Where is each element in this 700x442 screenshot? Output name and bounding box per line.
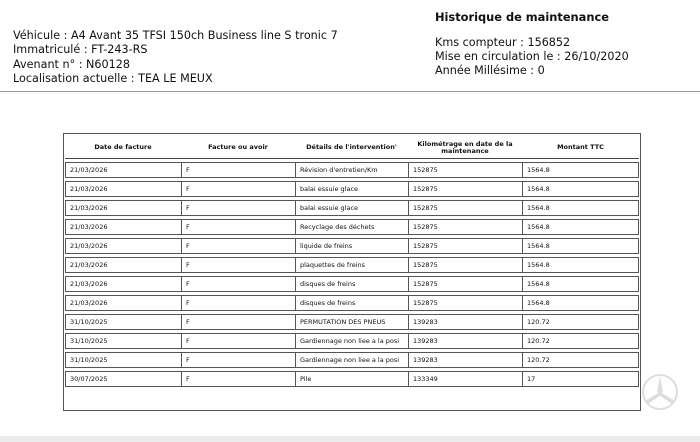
table-row bbox=[65, 371, 639, 387]
cell-amount: 17 bbox=[522, 371, 639, 387]
cell-amount: 120.72 bbox=[522, 333, 639, 349]
cell-intervention-details: Recyclage des déchets bbox=[295, 219, 408, 235]
cell-amount: 1564.8 bbox=[522, 276, 639, 292]
cell-intervention-details: balai essuie glace bbox=[295, 200, 408, 216]
odometer-reading: Kms compteur : 156852 bbox=[435, 36, 571, 49]
cell-invoice-type: F bbox=[181, 257, 295, 273]
cell-invoice-date: 21/03/2026 bbox=[65, 257, 181, 273]
maintenance-summary-block bbox=[435, 10, 695, 79]
cell-invoice-date: 21/03/2026 bbox=[65, 162, 181, 178]
cell-invoice-date: 21/03/2026 bbox=[65, 219, 181, 235]
cell-amount: 1564.8 bbox=[522, 295, 639, 311]
vehicle-info-block bbox=[13, 29, 413, 86]
cell-intervention-details: Gardiennage non liee a la posi bbox=[295, 352, 408, 368]
header-intervention-details: Détails de l'intervention' bbox=[295, 138, 408, 159]
cell-invoice-type: F bbox=[181, 333, 295, 349]
cell-intervention-details: disques de freins bbox=[295, 276, 408, 292]
cell-invoice-type: F bbox=[181, 200, 295, 216]
cell-mileage: 152875 bbox=[408, 276, 522, 292]
model-year: Année Millésime : 0 bbox=[435, 64, 545, 78]
cell-mileage: 133349 bbox=[408, 371, 522, 387]
cell-intervention-details: Pile bbox=[295, 371, 408, 387]
header-invoice-or-credit: Facture ou avoir bbox=[181, 138, 295, 159]
cell-invoice-date: 31/10/2025 bbox=[65, 314, 181, 330]
table-row bbox=[65, 200, 639, 216]
cell-mileage: 152875 bbox=[408, 238, 522, 254]
cell-mileage: 152875 bbox=[408, 200, 522, 216]
cell-invoice-type: F bbox=[181, 181, 295, 197]
table-row bbox=[65, 314, 639, 330]
header-mileage-at-maintenance: Kilométrage en date de la maintenance bbox=[408, 138, 522, 159]
cell-intervention-details: plaquettes de freins bbox=[295, 257, 408, 273]
cell-invoice-date: 21/03/2026 bbox=[65, 295, 181, 311]
cell-mileage: 152875 bbox=[408, 257, 522, 273]
table-row bbox=[65, 162, 639, 178]
table-row bbox=[65, 238, 639, 254]
table-row bbox=[65, 219, 639, 235]
cell-amount: 120.72 bbox=[522, 314, 639, 330]
cell-amount: 1564.8 bbox=[522, 257, 639, 273]
cell-invoice-type: F bbox=[181, 162, 295, 178]
table-row bbox=[65, 352, 639, 368]
cell-invoice-type: F bbox=[181, 314, 295, 330]
table-row bbox=[65, 181, 639, 197]
maintenance-history-table bbox=[65, 135, 639, 390]
cell-invoice-type: F bbox=[181, 371, 295, 387]
cell-mileage: 152875 bbox=[408, 162, 522, 178]
cell-invoice-date: 31/10/2025 bbox=[65, 333, 181, 349]
cell-invoice-date: 21/03/2026 bbox=[65, 276, 181, 292]
table-row bbox=[65, 295, 639, 311]
cell-invoice-date: 31/10/2025 bbox=[65, 352, 181, 368]
cell-invoice-date: 21/03/2026 bbox=[65, 238, 181, 254]
cell-mileage: 152875 bbox=[408, 295, 522, 311]
cell-amount: 120.72 bbox=[522, 352, 639, 368]
cell-amount: 1564.8 bbox=[522, 219, 639, 235]
cell-invoice-type: F bbox=[181, 276, 295, 292]
cell-amount: 1564.8 bbox=[522, 181, 639, 197]
cell-mileage: 139283 bbox=[408, 314, 522, 330]
cell-intervention-details: Révision d'entretien/Km bbox=[295, 162, 408, 178]
cell-intervention-details: PERMUTATION DES PNEUS bbox=[295, 314, 408, 330]
cell-intervention-details: liquide de freins bbox=[295, 238, 408, 254]
cell-mileage: 139283 bbox=[408, 352, 522, 368]
cell-amount: 1564.8 bbox=[522, 200, 639, 216]
table-row bbox=[65, 333, 639, 349]
first-registration-date: Mise en circulation le : 26/10/2020 bbox=[435, 50, 629, 64]
header-amount-incl-tax: Montant TTC bbox=[522, 138, 639, 159]
vehicle-registration: Immatriculé : FT-243-RS bbox=[13, 43, 148, 57]
cell-amount: 1564.8 bbox=[522, 238, 639, 254]
cell-intervention-details: Gardiennage non liee a la posi bbox=[295, 333, 408, 349]
cell-amount: 1564.8 bbox=[522, 162, 639, 178]
table-body bbox=[65, 162, 639, 387]
cell-mileage: 152875 bbox=[408, 181, 522, 197]
cell-mileage: 139283 bbox=[408, 333, 522, 349]
header-divider bbox=[0, 91, 700, 92]
cell-invoice-type: F bbox=[181, 295, 295, 311]
cell-invoice-type: F bbox=[181, 238, 295, 254]
vehicle-model: Véhicule : A4 Avant 35 TFSI 150ch Business line S tronic 7 bbox=[13, 29, 338, 42]
cell-intervention-details: balai essuie glace bbox=[295, 181, 408, 197]
cell-invoice-type: F bbox=[181, 352, 295, 368]
vehicle-current-location: Localisation actuelle : TEA LE MEUX bbox=[13, 71, 213, 85]
vehicle-amendment-number: Avenant n° : N60128 bbox=[13, 57, 131, 71]
cell-intervention-details: disques de freins bbox=[295, 295, 408, 311]
cell-mileage: 152875 bbox=[408, 219, 522, 235]
cell-invoice-date: 21/03/2026 bbox=[65, 181, 181, 197]
table-header-row bbox=[65, 138, 639, 159]
table-row bbox=[65, 276, 639, 292]
cell-invoice-date: 30/07/2025 bbox=[65, 371, 181, 387]
brand-logo-watermark-icon bbox=[640, 372, 680, 412]
bottom-strip bbox=[0, 436, 700, 442]
cell-invoice-type: F bbox=[181, 219, 295, 235]
maintenance-title: Historique de maintenance bbox=[435, 10, 609, 24]
header-invoice-date: Date de facture bbox=[65, 138, 181, 159]
cell-invoice-date: 21/03/2026 bbox=[65, 200, 181, 216]
table-row bbox=[65, 257, 639, 273]
